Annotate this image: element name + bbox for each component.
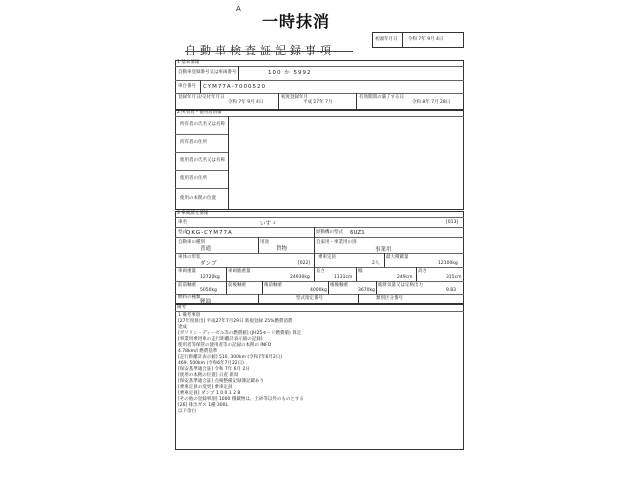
engine-label: 原動機の型式 bbox=[316, 230, 343, 235]
gross-label: 車両総重量 bbox=[228, 269, 251, 274]
remark-line: 以下余白 bbox=[178, 409, 196, 414]
remark-line: [使用の本拠の位置] 日産 新潟 bbox=[178, 373, 239, 378]
length-value: 1131cm bbox=[334, 275, 353, 280]
rule bbox=[175, 116, 464, 117]
weight-label: 車両重量 bbox=[178, 269, 196, 274]
rule bbox=[356, 93, 357, 110]
rule bbox=[175, 152, 228, 153]
remarks-label: 備考 bbox=[177, 305, 186, 310]
rule bbox=[384, 253, 385, 267]
base-location-label: 使用の本拠の位置 bbox=[180, 196, 216, 201]
first-year-label: 初度登録年月 bbox=[281, 95, 308, 100]
user-address-label: 使用者の住所 bbox=[180, 176, 207, 181]
purpose-label: 自家用・事業用の別 bbox=[316, 240, 357, 245]
issue-date-value: 令和 7年 9月 4日 bbox=[408, 37, 444, 42]
rule bbox=[226, 267, 227, 281]
rule bbox=[175, 170, 228, 171]
remark-line: 1 備考事項 bbox=[178, 313, 201, 318]
front-axle-value: 5050kg bbox=[200, 288, 217, 293]
front-axle-label: 前前軸重 bbox=[178, 283, 196, 288]
rule bbox=[175, 217, 464, 218]
model-value: QKG-CYM77A bbox=[186, 230, 233, 236]
remark-line: 4.78km/l 燃費基準 bbox=[178, 349, 218, 354]
basic-info-label: 1 基本情報 bbox=[177, 60, 200, 65]
rule bbox=[175, 66, 464, 67]
plate-label: 自動車登録番号又は車両番号 bbox=[178, 70, 237, 75]
rear-axle-label: 後前軸重 bbox=[264, 283, 282, 288]
remark-line: 469, 500km (令和6年7月22日) bbox=[178, 361, 244, 366]
owner-name-label: 所有者の氏名又は名称 bbox=[180, 122, 225, 127]
owner-address-label: 所有者の住所 bbox=[180, 140, 207, 145]
remark-line: [走行距離計表示値] 510, 300km (令和7年6月2日) bbox=[178, 355, 282, 360]
rule bbox=[175, 311, 464, 312]
rule bbox=[175, 93, 464, 94]
height-label: 高さ bbox=[418, 269, 427, 274]
rule bbox=[416, 267, 417, 281]
first-reg-label: 登録年月日/交付年月日 bbox=[178, 95, 225, 100]
expiry-value: 令和 8年 7月 28日 bbox=[412, 100, 451, 105]
issue-date-divider bbox=[402, 32, 403, 48]
type-label: 自動車の種別 bbox=[178, 240, 205, 245]
vin-label: 車台番号 bbox=[178, 84, 196, 89]
rule bbox=[175, 227, 464, 228]
type-designation-label: 型式指定番号 bbox=[296, 296, 323, 301]
remark-line: [27年度排出] 平成27年7月29日 新規登録 25%燃費消費 bbox=[178, 319, 293, 324]
rule bbox=[278, 93, 279, 110]
remark-line: [その他の登録事項] 1000 積載物は、土砂等以外のものとする bbox=[178, 397, 304, 402]
rule bbox=[238, 66, 239, 80]
front2-axle-label: 前後軸重 bbox=[228, 283, 246, 288]
fuel-value: 軽油 bbox=[200, 299, 212, 305]
plate-value: 100 か 5992 bbox=[268, 70, 312, 76]
remark-line: [保安基準適合証] 点検整備記録簿記載あり bbox=[178, 379, 264, 384]
engine-value: 6UZ1 bbox=[350, 230, 365, 236]
rule bbox=[175, 188, 228, 189]
height-value: 315cm bbox=[446, 275, 462, 280]
shape-code: [022] bbox=[298, 261, 311, 266]
remark-line: [乗車定員] ダンプ 1 0 0 1 2 8 bbox=[178, 391, 241, 396]
use-label: 用途 bbox=[260, 240, 269, 245]
capacity-value: 2人 bbox=[372, 261, 380, 266]
remark-line: [ガソリン・ディーゼル等の燃費値] (JH25モード燃費値) 算定 bbox=[178, 331, 302, 336]
width-label: 幅 bbox=[358, 269, 363, 274]
issue-date-label: 初頭年月日 bbox=[375, 37, 398, 42]
displacement-value: 9.83 bbox=[446, 288, 457, 293]
rule bbox=[258, 294, 259, 304]
stamp-title: 一時抹消 bbox=[262, 12, 331, 31]
remark-line: [事業用乗用車の走行距離計表示値の記録] bbox=[178, 337, 263, 342]
fuel-label: 燃料の種類 bbox=[178, 295, 201, 300]
displacement-label: 総排気量又は定格出力 bbox=[378, 283, 423, 288]
rule bbox=[376, 281, 377, 294]
rule bbox=[175, 134, 228, 135]
maxload-label: 最大積載量 bbox=[386, 255, 409, 260]
weight-value: 12720kg bbox=[200, 275, 220, 280]
rear2-axle-value: 3670kg bbox=[358, 288, 375, 293]
rule bbox=[258, 237, 259, 253]
length-label: 長さ bbox=[316, 269, 325, 274]
rear2-axle-label: 後後軸重 bbox=[330, 283, 348, 288]
rule bbox=[356, 267, 357, 281]
remark-line: [保安基準適合証] 令和 7年 6月 2日 bbox=[178, 367, 250, 372]
rear-axle-value: 4000kg bbox=[310, 288, 327, 293]
rule bbox=[175, 80, 464, 81]
first-reg-value: 令和 7年 9月 4日 bbox=[228, 100, 264, 105]
rule bbox=[175, 237, 464, 238]
remark-line: [乗車定員の変更] 乗車定員 bbox=[178, 385, 233, 390]
maker-label: 車名 bbox=[178, 220, 187, 225]
title-strike-line bbox=[185, 51, 353, 52]
rule bbox=[358, 294, 359, 304]
first-year-value: 平成 27年 7月 bbox=[303, 100, 333, 105]
width-value: 249cm bbox=[397, 275, 413, 280]
vin-value: CYM77A-7000520 bbox=[203, 84, 266, 90]
document-title: 自動車検査証記録事項 bbox=[185, 44, 335, 57]
maxload-value: 12100kg bbox=[438, 261, 458, 266]
type-value: 普通 bbox=[200, 246, 212, 252]
remark-line: 達成 bbox=[178, 325, 187, 330]
rule bbox=[226, 281, 227, 294]
rule bbox=[314, 253, 315, 267]
capacity-label: 乗車定員 bbox=[318, 255, 336, 260]
remark-line: 使用者等保管の使用者等の記録の本拠の INFO bbox=[178, 343, 272, 348]
shape-value: ダンプ bbox=[200, 261, 217, 267]
remark-line: [26] 排出ガス 1種 300L bbox=[178, 403, 228, 408]
rule bbox=[200, 80, 201, 93]
model-label: 型式 bbox=[178, 230, 187, 235]
maker-code: [013] bbox=[446, 220, 459, 225]
rule bbox=[175, 294, 464, 295]
rule bbox=[175, 253, 464, 254]
mark-letter: A bbox=[236, 5, 241, 13]
rule bbox=[175, 267, 464, 268]
rule bbox=[314, 267, 315, 281]
owner-user-label: 2 所有者・使用者情報 bbox=[177, 110, 222, 115]
purpose-value: 事業用 bbox=[375, 247, 392, 253]
rule bbox=[175, 281, 464, 282]
maker-value: いすゞ bbox=[260, 221, 277, 227]
rule bbox=[328, 281, 329, 294]
rule bbox=[228, 116, 229, 210]
rule bbox=[314, 237, 315, 253]
rule bbox=[314, 227, 315, 237]
vehicle-spec-label: 3 車両諸元情報 bbox=[177, 211, 209, 216]
use-value: 貨物 bbox=[276, 246, 288, 252]
rule bbox=[262, 281, 263, 294]
gross-value: 24930kg bbox=[290, 275, 310, 280]
expiry-label: 有効期間の満了する日 bbox=[359, 95, 404, 100]
user-name-label: 使用者の氏名又は名称 bbox=[180, 158, 225, 163]
category-label: 類別区分番号 bbox=[376, 296, 403, 301]
shape-label: 車体の形状 bbox=[178, 255, 201, 260]
